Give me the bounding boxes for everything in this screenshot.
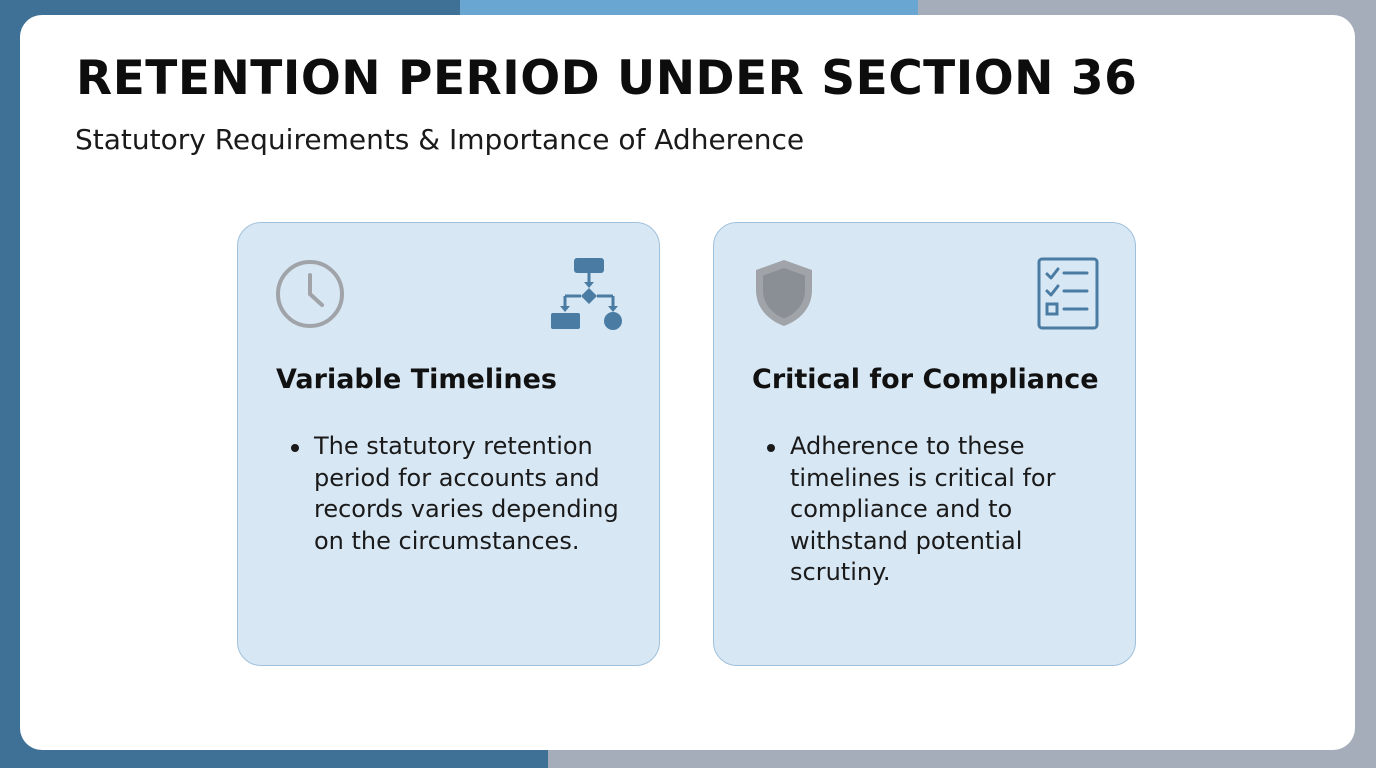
list-item: The statutory retention period for accounts and records varies depending on the circumstances. <box>290 431 620 557</box>
slide-subtitle: Statutory Requirements & Importance of Adherence <box>75 123 805 156</box>
card-title: Variable Timelines <box>276 364 557 395</box>
card-critical-for-compliance <box>713 222 1136 666</box>
flowchart-icon <box>551 256 625 332</box>
checklist-icon <box>1037 257 1099 330</box>
card-title: Critical for Compliance <box>752 364 1099 395</box>
slide-title: RETENTION PERIOD UNDER SECTION 36 <box>76 51 1138 106</box>
clock-icon <box>275 259 345 329</box>
shield-icon <box>752 257 816 329</box>
bullet-list <box>290 431 620 557</box>
bullet-list <box>766 431 1096 589</box>
slide <box>20 15 1355 750</box>
card-variable-timelines <box>237 222 660 666</box>
list-item: Adherence to these timelines is critical for compliance and to withstand potential scrutiny. <box>766 431 1096 589</box>
